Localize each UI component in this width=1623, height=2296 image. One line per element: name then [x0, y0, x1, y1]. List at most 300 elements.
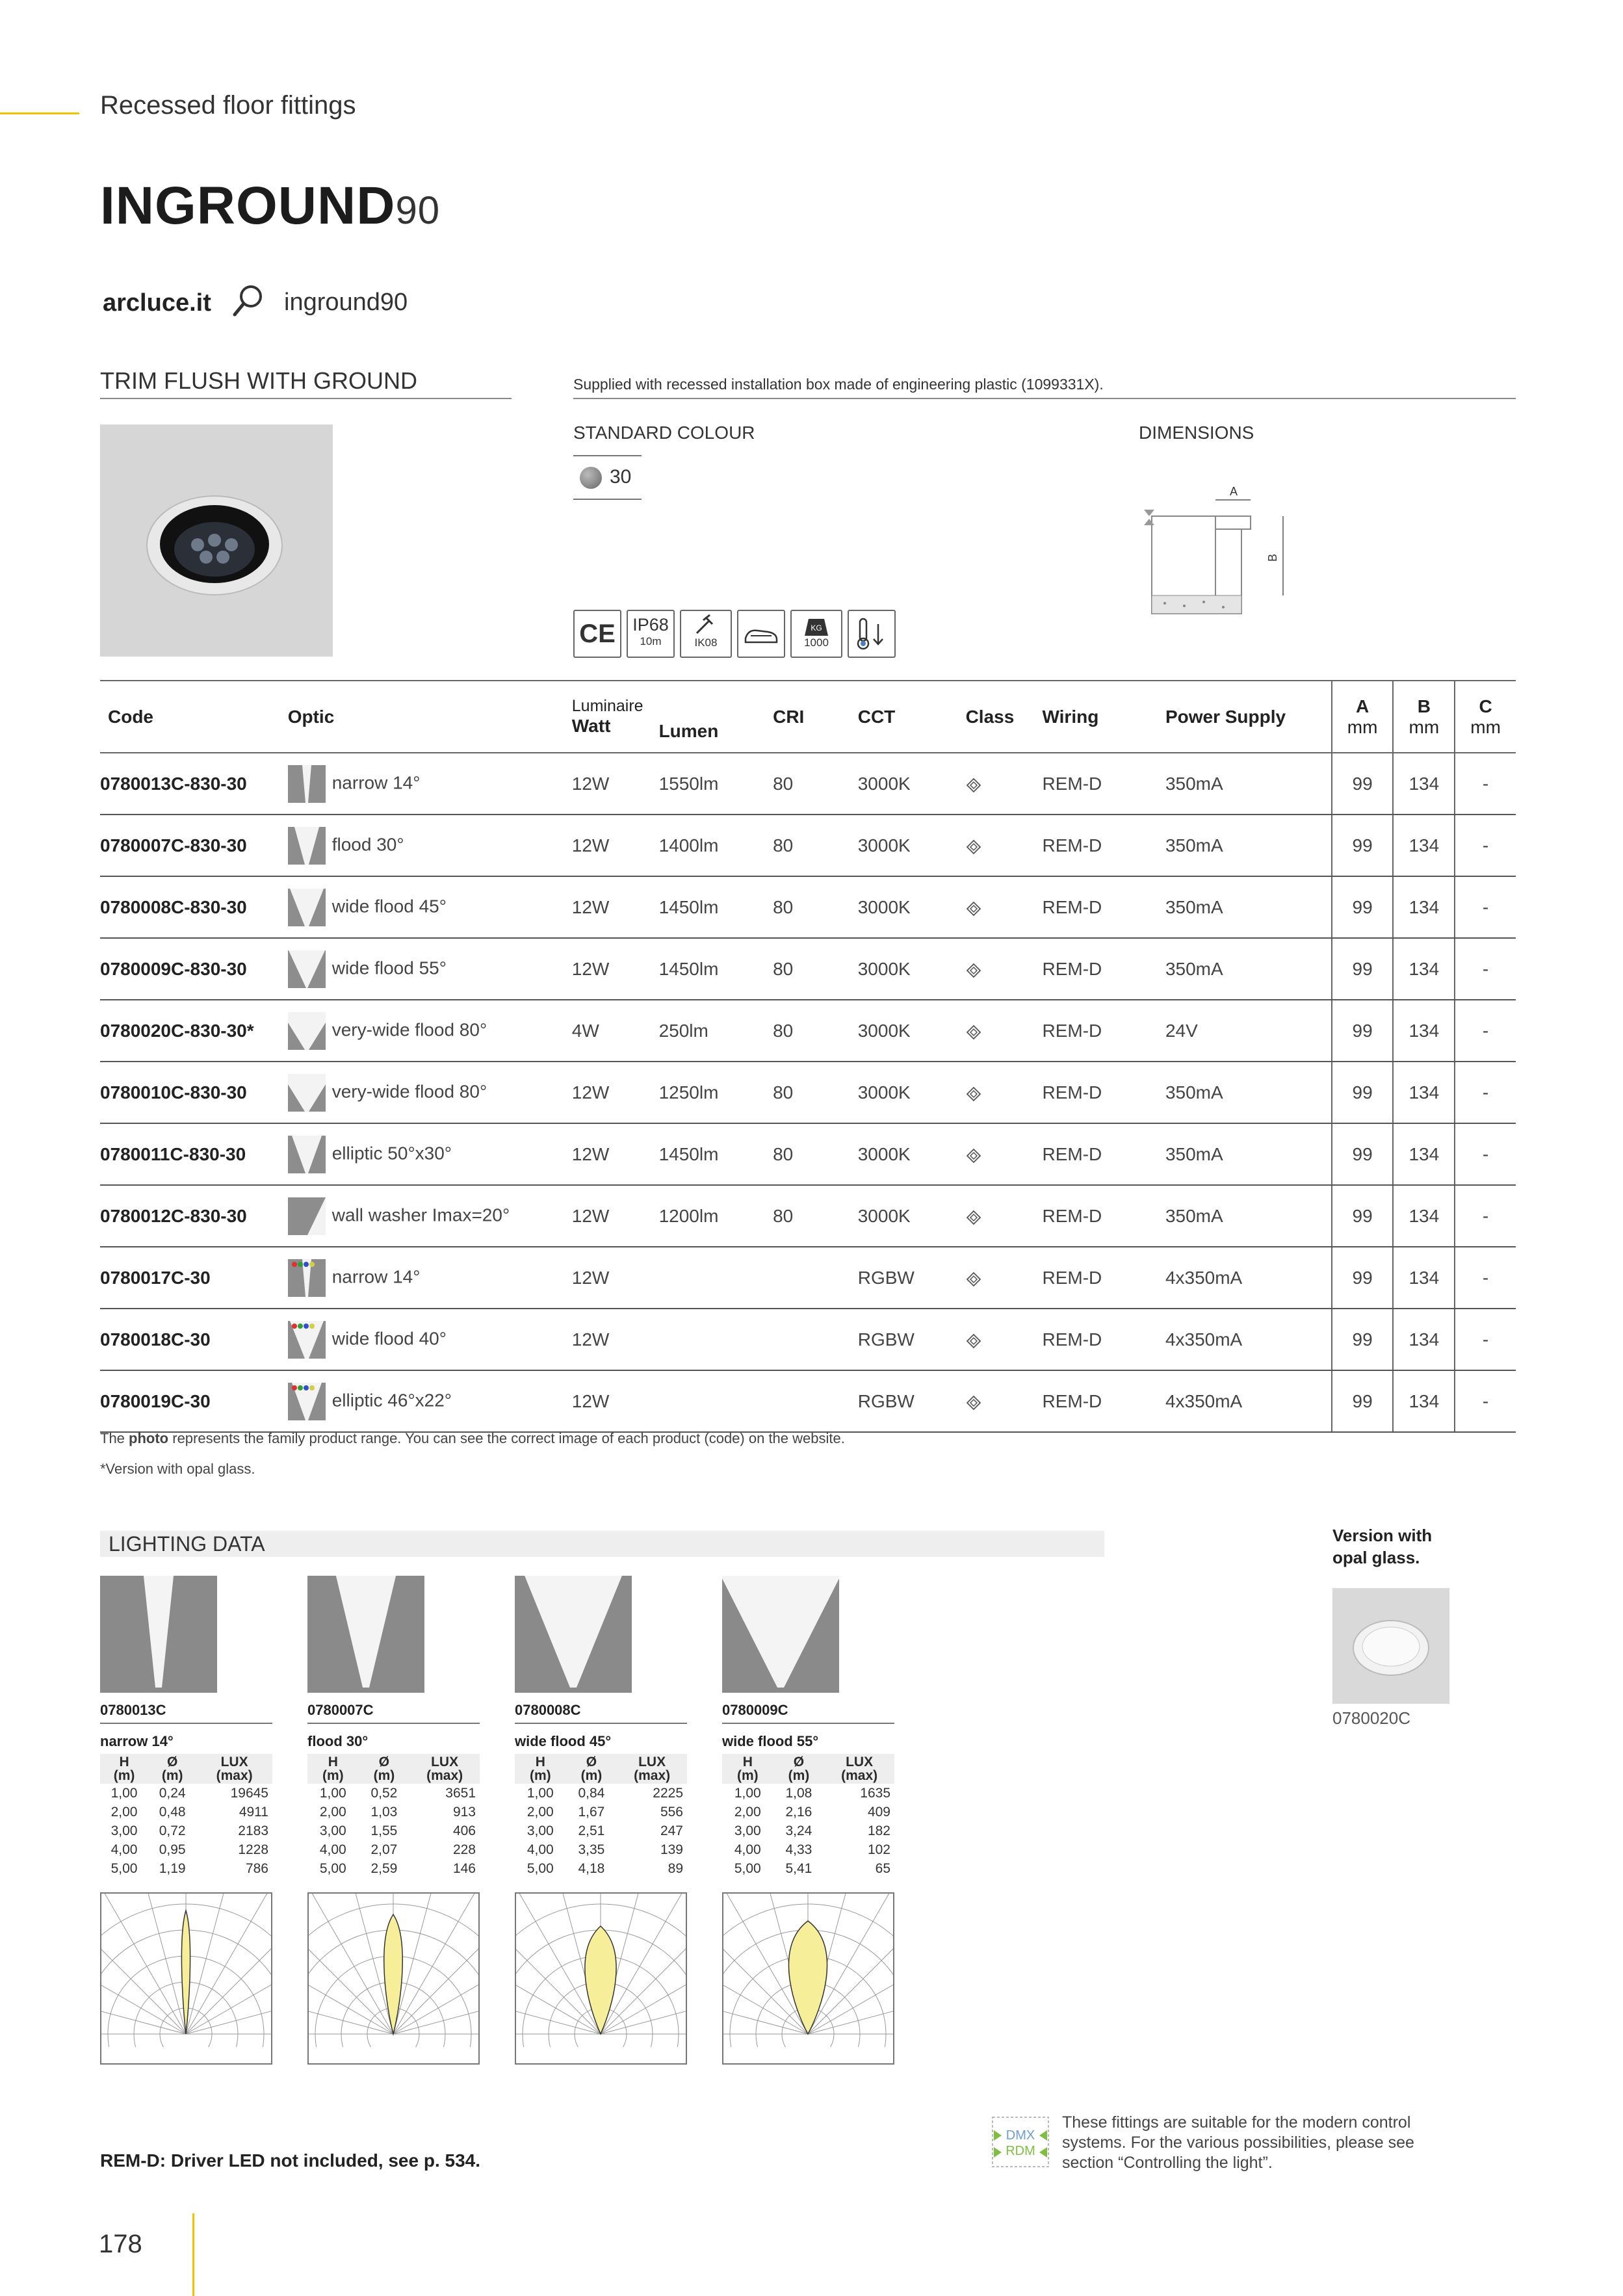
ik-rating: IK08 [680, 610, 732, 658]
row-dim-b: 134 [1393, 1370, 1455, 1432]
row-cct: 3000K [850, 1123, 958, 1185]
row-watt: 12W [564, 1370, 651, 1432]
row-code: 0780020C-830-30* [100, 1000, 280, 1062]
lux-header: Ø (m) [359, 1754, 410, 1784]
lux-row [515, 1784, 687, 1803]
beam-photo [722, 1576, 839, 1693]
category-label: Recessed floor fittings [100, 91, 356, 120]
divider [722, 1723, 894, 1724]
row-lumen: 1450lm [651, 876, 766, 938]
table-row [100, 1185, 1516, 1247]
class-icon [966, 777, 981, 792]
lux-cell: 65 [875, 1861, 890, 1876]
dimension-drawing [1139, 480, 1295, 623]
table-row [100, 753, 1516, 815]
opal-code: 0780020C [1332, 1708, 1410, 1728]
row-wiring: REM-D [1034, 1247, 1157, 1309]
hammer-icon [692, 614, 720, 637]
lux-cell: 3651 [445, 1786, 476, 1801]
weight-icon [802, 614, 831, 637]
table-row [100, 1123, 1516, 1185]
lighting-optic-name: narrow 14° [100, 1733, 174, 1749]
col-power: Power Supply [1158, 681, 1332, 753]
lighting-block [100, 1576, 272, 2068]
row-lumen: 250lm [651, 1000, 766, 1062]
divider [100, 398, 512, 399]
col-cri: CRI [765, 681, 850, 753]
lux-header: LUX (max) [824, 1754, 894, 1784]
row-cri: 80 [765, 1123, 850, 1185]
row-cct: 3000K [850, 1185, 958, 1247]
optic-beam-icon [288, 1136, 326, 1173]
lux-row [100, 1784, 272, 1803]
polar-diagram [307, 1892, 480, 2065]
lux-row [722, 1840, 894, 1859]
row-wiring: REM-D [1034, 1123, 1157, 1185]
remd-note: REM-D: Driver LED not included, see p. 534. [100, 2150, 481, 2171]
lux-cell: 1,08 [785, 1786, 812, 1801]
row-watt: 12W [564, 1123, 651, 1185]
lux-row [100, 1840, 272, 1859]
opal-photo [1332, 1588, 1449, 1704]
lux-cell: 2,00 [319, 1805, 346, 1820]
row-wiring: REM-D [1034, 1000, 1157, 1062]
col-wiring: Wiring [1034, 681, 1157, 753]
lux-cell: 0,95 [159, 1842, 186, 1857]
class-icon [966, 1147, 981, 1163]
col-cct: CCT [850, 681, 958, 753]
row-watt: 12W [564, 938, 651, 1000]
lux-cell: 146 [452, 1861, 476, 1876]
row-cri: 80 [765, 938, 850, 1000]
row-optic [280, 1247, 564, 1309]
lux-cell: 3,00 [734, 1823, 761, 1838]
section-title: TRIM FLUSH WITH GROUND [100, 367, 417, 394]
row-optic [280, 938, 564, 1000]
row-dim-b: 134 [1393, 1123, 1455, 1185]
beam-photo [307, 1576, 424, 1693]
search-icon[interactable] [231, 283, 264, 319]
row-power: 4x350mA [1158, 1370, 1332, 1432]
lux-cell: 182 [867, 1823, 890, 1838]
beam-photo [515, 1576, 632, 1693]
row-cri: 80 [765, 1185, 850, 1247]
beam-photo [100, 1576, 217, 1693]
divider [573, 499, 642, 500]
row-code: 0780017C-30 [100, 1247, 280, 1309]
table-row [100, 938, 1516, 1000]
row-dim-a: 99 [1332, 1062, 1394, 1123]
colour-swatch [580, 467, 602, 489]
row-watt: 12W [564, 1185, 651, 1247]
col-a: A mm [1332, 681, 1394, 753]
temperature-icon [848, 610, 896, 658]
table-row [100, 1309, 1516, 1370]
row-optic [280, 1000, 564, 1062]
row-dim-b: 134 [1393, 938, 1455, 1000]
row-watt: 12W [564, 1309, 651, 1370]
lux-cell: 0,24 [159, 1786, 186, 1801]
lux-header: H (m) [515, 1754, 566, 1784]
lux-cell: 1,55 [370, 1823, 398, 1838]
lux-cell: 0,52 [370, 1786, 398, 1801]
row-cct: 3000K [850, 753, 958, 815]
lux-cell: 2,07 [370, 1842, 398, 1857]
optic-beam-icon [288, 889, 326, 926]
row-power: 350mA [1158, 815, 1332, 876]
lux-cell: 2,00 [110, 1805, 138, 1820]
row-optic [280, 1123, 564, 1185]
lux-table [515, 1754, 687, 1878]
col-b: B mm [1393, 681, 1455, 753]
dimensions-label: DIMENSIONS [1139, 423, 1254, 443]
row-wiring: REM-D [1034, 1309, 1157, 1370]
row-cct: RGBW [850, 1309, 958, 1370]
row-power: 24V [1158, 1000, 1332, 1062]
ce-mark: CE [573, 610, 621, 658]
row-cri [765, 1370, 850, 1432]
row-cct: RGBW [850, 1247, 958, 1309]
row-dim-c: - [1455, 1123, 1516, 1185]
row-wiring: REM-D [1034, 876, 1157, 938]
row-dim-b: 134 [1393, 815, 1455, 876]
col-optic: Optic [280, 681, 564, 753]
row-optic [280, 753, 564, 815]
lux-row [100, 1859, 272, 1878]
row-power: 350mA [1158, 1123, 1332, 1185]
row-watt: 12W [564, 876, 651, 938]
product-table [100, 680, 1516, 1433]
lux-cell: 4911 [239, 1805, 268, 1820]
row-code: 0780010C-830-30 [100, 1062, 280, 1123]
lux-cell: 556 [660, 1805, 683, 1820]
lux-cell: 2,00 [526, 1805, 554, 1820]
row-dim-a: 99 [1332, 753, 1394, 815]
lighting-optic-name: wide flood 45° [515, 1733, 612, 1749]
row-cri: 80 [765, 1000, 850, 1062]
table-row [100, 1062, 1516, 1123]
drive-over-icon [737, 610, 785, 658]
row-cri [765, 1247, 850, 1309]
row-dim-a: 99 [1332, 938, 1394, 1000]
divider [573, 398, 1516, 399]
row-wiring: REM-D [1034, 1370, 1157, 1432]
lux-header: LUX (max) [409, 1754, 480, 1784]
lux-cell: 5,00 [110, 1861, 138, 1876]
col-watt: Luminaire Watt [564, 681, 651, 753]
row-class [958, 1247, 1035, 1309]
lux-cell: 228 [452, 1842, 476, 1857]
row-class [958, 938, 1035, 1000]
divider [307, 1723, 480, 1724]
dim-a-label: A [1230, 485, 1238, 498]
lux-cell: 1,00 [319, 1786, 346, 1801]
row-dim-c: - [1455, 938, 1516, 1000]
accent-line [0, 112, 79, 114]
divider [515, 1723, 687, 1724]
lux-cell: 4,18 [578, 1861, 605, 1876]
row-code: 0780011C-830-30 [100, 1123, 280, 1185]
lux-cell: 3,24 [785, 1823, 812, 1838]
row-wiring: REM-D [1034, 938, 1157, 1000]
supplied-note: Supplied with recessed installation box made of engineering plastic (1099331X). [573, 376, 1104, 393]
lux-cell: 1,03 [370, 1805, 398, 1820]
row-dim-b: 134 [1393, 1062, 1455, 1123]
row-class [958, 1123, 1035, 1185]
row-code: 0780018C-30 [100, 1309, 280, 1370]
lux-cell: 3,35 [578, 1842, 605, 1857]
lux-row [722, 1821, 894, 1840]
lux-header: Ø (m) [148, 1754, 196, 1784]
row-dim-a: 99 [1332, 1370, 1394, 1432]
row-class [958, 1370, 1035, 1432]
lighting-block [307, 1576, 480, 2068]
lux-row [307, 1859, 480, 1878]
lux-cell: 4,33 [785, 1842, 812, 1857]
lux-cell: 1,00 [526, 1786, 554, 1801]
lux-header: LUX (max) [196, 1754, 272, 1784]
row-cct: 3000K [850, 1000, 958, 1062]
row-dim-b: 134 [1393, 753, 1455, 815]
row-cct: 3000K [850, 876, 958, 938]
lux-cell: 2,00 [734, 1805, 761, 1820]
optic-label: wide flood 55° [331, 957, 447, 978]
optic-label: narrow 14° [331, 1266, 421, 1286]
lux-row [515, 1859, 687, 1878]
row-power: 4x350mA [1158, 1247, 1332, 1309]
optic-label: wide flood 45° [331, 895, 447, 916]
table-row [100, 1000, 1516, 1062]
page-number: 178 [99, 2230, 142, 2258]
lux-row [722, 1859, 894, 1878]
lux-cell: 2,51 [578, 1823, 605, 1838]
lux-row [307, 1840, 480, 1859]
lux-row [515, 1803, 687, 1821]
col-class: Class [958, 681, 1035, 753]
colour-code: 30 [610, 466, 632, 488]
row-code: 0780012C-830-30 [100, 1185, 280, 1247]
optic-label: wall washer Imax=20° [331, 1204, 510, 1225]
class-icon [966, 1271, 981, 1286]
lighting-code: 0780007C [307, 1702, 374, 1718]
row-watt: 12W [564, 1247, 651, 1309]
lux-header: LUX (max) [617, 1754, 687, 1784]
row-dim-c: - [1455, 876, 1516, 938]
dmx-text: These fittings are suitable for the modern control systems. For the various possibilities, please see section “Controlling the light”. [1062, 2113, 1414, 2172]
row-class [958, 1185, 1035, 1247]
row-lumen: 1250lm [651, 1062, 766, 1123]
row-cri: 80 [765, 815, 850, 876]
row-dim-c: - [1455, 1370, 1516, 1432]
row-class [958, 815, 1035, 876]
row-code: 0780009C-830-30 [100, 938, 280, 1000]
lux-header: H (m) [100, 1754, 148, 1784]
row-wiring: REM-D [1034, 753, 1157, 815]
row-dim-a: 99 [1332, 876, 1394, 938]
lux-cell: 4,00 [319, 1842, 346, 1857]
lux-cell: 4,00 [526, 1842, 554, 1857]
lux-cell: 786 [245, 1861, 268, 1876]
lux-cell: 139 [660, 1842, 683, 1857]
lux-row [307, 1784, 480, 1803]
lux-cell: 913 [452, 1805, 476, 1820]
lux-header: H (m) [307, 1754, 359, 1784]
class-icon [966, 839, 981, 854]
lighting-optic-name: flood 30° [307, 1733, 369, 1749]
optic-beam-icon [288, 1321, 326, 1359]
optic-label: elliptic 46°x22° [331, 1389, 452, 1410]
row-cri: 80 [765, 876, 850, 938]
row-wiring: REM-D [1034, 1185, 1157, 1247]
row-watt: 12W [564, 1062, 651, 1123]
lux-cell: 5,00 [319, 1861, 346, 1876]
lux-cell: 5,41 [785, 1861, 812, 1876]
row-power: 350mA [1158, 876, 1332, 938]
row-dim-c: - [1455, 1062, 1516, 1123]
lux-table [722, 1754, 894, 1878]
row-dim-c: - [1455, 753, 1516, 815]
lux-cell: 1,67 [578, 1805, 605, 1820]
lux-row [515, 1821, 687, 1840]
lighting-block [722, 1576, 894, 2068]
row-optic [280, 1185, 564, 1247]
row-dim-c: - [1455, 1000, 1516, 1062]
table-row [100, 1370, 1516, 1432]
ip-rating: IP68 10m [627, 610, 675, 658]
row-lumen: 1450lm [651, 1123, 766, 1185]
lux-cell: 1,00 [110, 1786, 138, 1801]
product-photo [100, 424, 333, 657]
dmx-rdm-icon [991, 2116, 1050, 2168]
row-lumen: 1200lm [651, 1185, 766, 1247]
row-dim-c: - [1455, 1247, 1516, 1309]
optic-label: elliptic 50°x30° [331, 1142, 452, 1163]
lux-cell: 1,00 [734, 1786, 761, 1801]
table-row [100, 1247, 1516, 1309]
polar-diagram [515, 1892, 687, 2065]
lux-cell: 89 [668, 1861, 683, 1876]
lux-cell: 3,00 [110, 1823, 138, 1838]
lighting-code: 0780013C [100, 1702, 166, 1718]
page-accent-line [192, 2213, 194, 2296]
row-cct: 3000K [850, 1062, 958, 1123]
polar-diagram [100, 1892, 272, 2065]
optic-beam-icon [288, 1012, 326, 1050]
row-class [958, 1309, 1035, 1370]
lux-header: Ø (m) [566, 1754, 617, 1784]
row-dim-a: 99 [1332, 815, 1394, 876]
page-title [100, 176, 440, 237]
col-c: C mm [1455, 681, 1516, 753]
optic-label: wide flood 40° [331, 1327, 447, 1348]
row-lumen [651, 1309, 766, 1370]
optic-beam-icon [288, 950, 326, 988]
row-cri [765, 1309, 850, 1370]
row-dim-c: - [1455, 1185, 1516, 1247]
row-power: 350mA [1158, 1185, 1332, 1247]
row-dim-a: 99 [1332, 1123, 1394, 1185]
svg-text:KG: KG [811, 623, 822, 633]
lighting-code: 0780009C [722, 1702, 788, 1718]
lighting-block [515, 1576, 687, 2068]
polar-diagram [722, 1892, 894, 2065]
title-number: 90 [395, 189, 441, 232]
row-dim-c: - [1455, 815, 1516, 876]
model-search-term[interactable]: inground90 [284, 289, 408, 316]
class-icon [966, 962, 981, 978]
lux-cell: 1635 [860, 1786, 890, 1801]
optic-beam-icon [288, 1259, 326, 1297]
lighting-title: LIGHTING DATA [109, 1532, 265, 1556]
lighting-code: 0780008C [515, 1702, 581, 1718]
col-lumen: Lumen [651, 681, 766, 753]
row-code: 0780019C-30 [100, 1370, 280, 1432]
row-power: 350mA [1158, 753, 1332, 815]
lux-cell: 19645 [230, 1786, 268, 1801]
row-power: 350mA [1158, 1062, 1332, 1123]
lux-cell: 247 [660, 1823, 683, 1838]
row-watt: 4W [564, 1000, 651, 1062]
optic-label: very-wide flood 80° [331, 1080, 487, 1101]
lux-cell: 2225 [653, 1786, 683, 1801]
lux-cell: 409 [867, 1805, 890, 1820]
lux-cell: 3,00 [526, 1823, 554, 1838]
lux-cell: 406 [452, 1823, 476, 1838]
divider [100, 1723, 272, 1724]
row-wiring: REM-D [1034, 815, 1157, 876]
row-optic [280, 1370, 564, 1432]
opal-title: Version with opal glass. [1332, 1526, 1433, 1567]
row-wiring: REM-D [1034, 1062, 1157, 1123]
row-dim-a: 99 [1332, 1000, 1394, 1062]
class-icon [966, 1333, 981, 1348]
row-dim-a: 99 [1332, 1185, 1394, 1247]
row-optic [280, 1309, 564, 1370]
row-code: 0780013C-830-30 [100, 753, 280, 815]
class-icon [966, 1394, 981, 1410]
row-dim-b: 134 [1393, 1309, 1455, 1370]
lighting-optic-name: wide flood 55° [722, 1733, 819, 1749]
optic-label: flood 30° [331, 833, 404, 854]
row-dim-b: 134 [1393, 876, 1455, 938]
row-lumen: 1450lm [651, 938, 766, 1000]
lux-cell: 2183 [238, 1823, 268, 1838]
optic-label: very-wide flood 80° [331, 1019, 487, 1039]
lux-cell: 3,00 [319, 1823, 346, 1838]
row-optic [280, 815, 564, 876]
site-link[interactable]: arcluce.it [103, 289, 211, 317]
row-power: 4x350mA [1158, 1309, 1332, 1370]
lux-row [722, 1803, 894, 1821]
optic-beam-icon [288, 827, 326, 865]
table-row [100, 876, 1516, 938]
row-dim-b: 134 [1393, 1000, 1455, 1062]
row-dim-a: 99 [1332, 1247, 1394, 1309]
lux-cell: 102 [867, 1842, 890, 1857]
optic-beam-icon [288, 765, 326, 803]
lux-cell: 0,48 [159, 1805, 186, 1820]
col-code: Code [100, 681, 280, 753]
lux-cell: 0,84 [578, 1786, 605, 1801]
lux-table [307, 1754, 480, 1878]
lux-cell: 2,59 [370, 1861, 398, 1876]
class-icon [966, 900, 981, 916]
photo-note: The photo represents the family product range. You can see the correct image of each product (code) on the website. [100, 1430, 845, 1446]
opal-note: *Version with opal glass. [100, 1461, 255, 1477]
lux-cell: 4,00 [110, 1842, 138, 1857]
dim-b-label: B [1266, 553, 1279, 562]
load-rating: KG 1000 [790, 610, 842, 658]
